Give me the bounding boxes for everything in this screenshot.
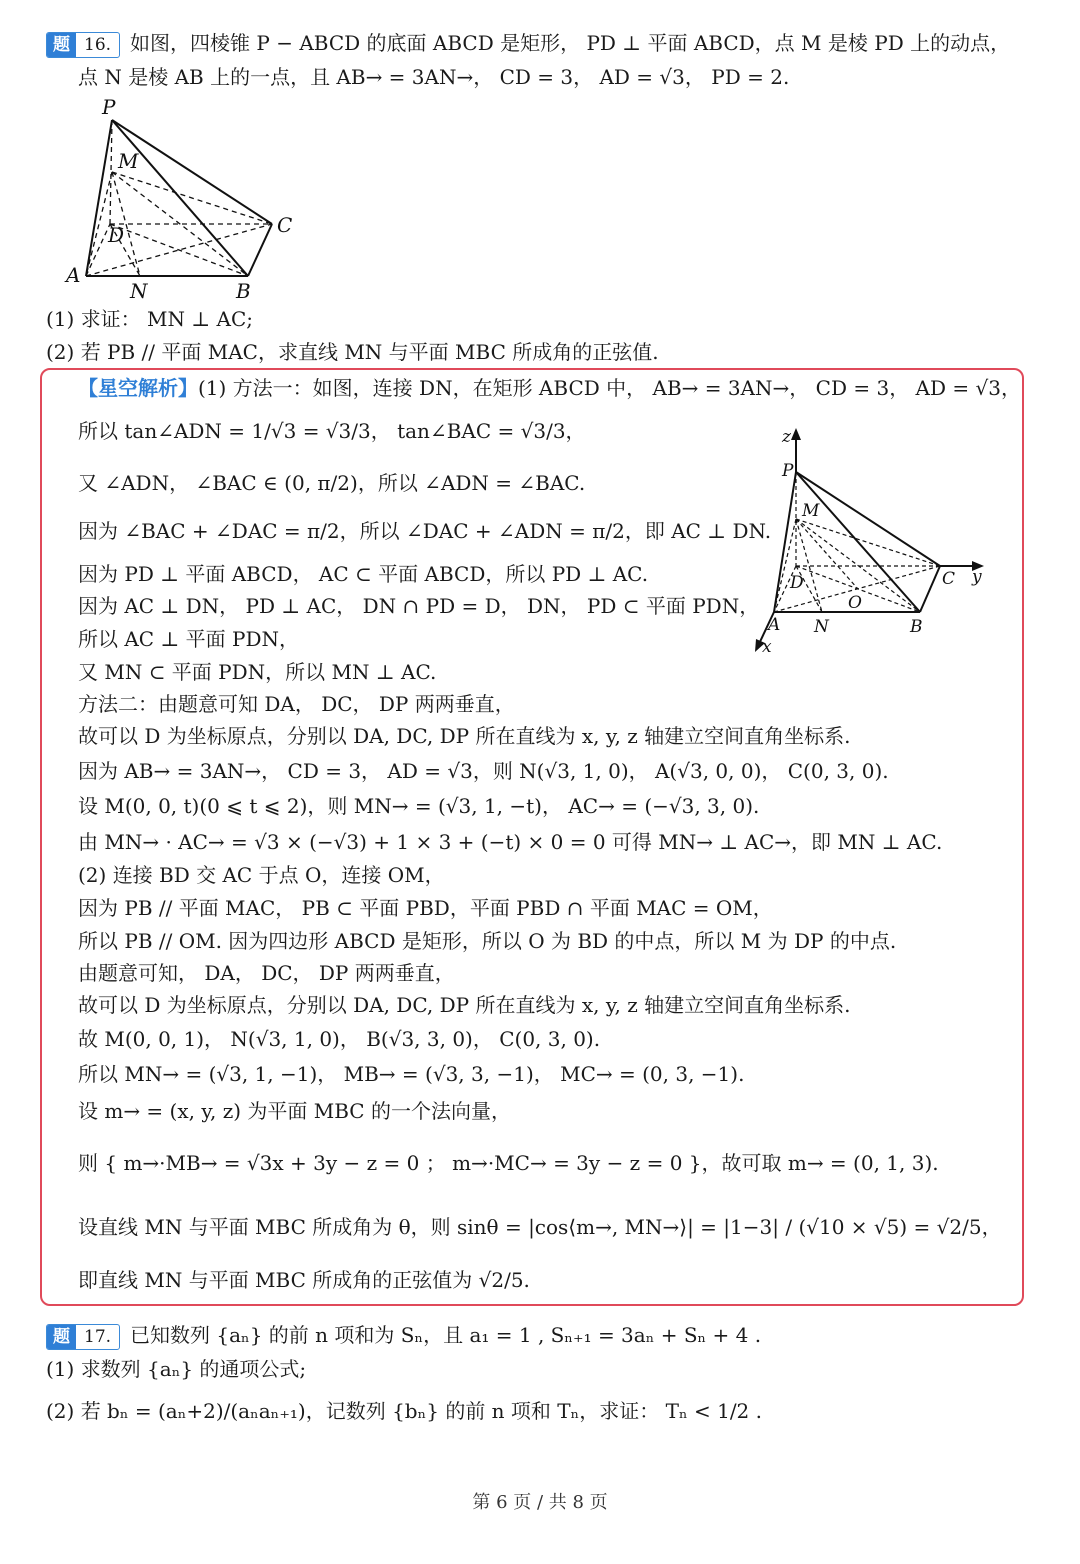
problem-16-q2: (2) 若 PB // 平面 MAC，求直线 MN 与平面 MBC 所成角的正弦值. bbox=[46, 340, 659, 364]
problem-17-q2: (2) 若 bₙ = (aₙ+2)/(aₙaₙ₊₁)，记数列 {bₙ} 的前 n 项和 Tₙ，求证： Tₙ < 1/2 . bbox=[46, 1399, 762, 1423]
fig1-label-m: M bbox=[118, 149, 139, 173]
solution-line-1: 【星空解析】(1) 方法一：如图，连接 DN，在矩形 ABCD 中， AB→ = 3AN→， CD = 3， AD = √3， bbox=[78, 376, 1021, 400]
fig2-label-b: B bbox=[910, 617, 923, 637]
fig1-label-n: N bbox=[130, 279, 148, 303]
fig2-label-m: M bbox=[802, 501, 820, 521]
solution-line-23: 设直线 MN 与平面 MBC 所成角为 θ，则 sinθ = |cos⟨m→, MN→⟩| = |1−3| / (√10 × √5) = √2/5， bbox=[78, 1215, 1002, 1239]
fig1-label-b: B bbox=[236, 279, 251, 303]
fig2-label-a: A bbox=[768, 615, 781, 635]
pyramid-figure bbox=[60, 96, 310, 304]
problem-17-text-1: 已知数列 {aₙ} 的前 n 项和为 Sₙ，且 a₁ = 1 , Sₙ₊₁ = 3aₙ + Sₙ + 4 . bbox=[130, 1323, 762, 1347]
solution-line-10: 故可以 D 为坐标原点，分别以 DA, DC, DP 所在直线为 x, y, z 轴建立空间直角坐标系. bbox=[78, 724, 851, 748]
solution-line-15: 因为 PB // 平面 MAC， PB ⊂ 平面 PBD，平面 PBD ∩ 平面 MAC = OM， bbox=[78, 896, 773, 920]
problem-17-q1: (1) 求数列 {aₙ} 的通项公式; bbox=[46, 1357, 307, 1381]
solution-tag: 【星空解析】 bbox=[78, 376, 198, 400]
problem-16-text-1: 如图，四棱锥 P − ABCD 的底面 ABCD 是矩形， PD ⊥ 平面 ABCD，点 M 是棱 PD 上的动点， bbox=[130, 31, 1011, 55]
fig2-label-z: z bbox=[782, 428, 791, 447]
fig2-label-x: x bbox=[762, 637, 772, 657]
fig2-label-y: y bbox=[972, 567, 982, 587]
solution-line-12: 设 M(0, 0, t)(0 ⩽ t ⩽ 2)，则 MN→ = (√3, 1, −t)， AC→ = (−√3, 3, 0). bbox=[78, 794, 760, 818]
solution-line-21: 设 m→ = (x, y, z) 为平面 MBC 的一个法向量， bbox=[78, 1099, 511, 1123]
solution-line-4: 因为 ∠BAC + ∠DAC = π/2，所以 ∠DAC + ∠ADN = π/2，即 AC ⊥ DN. bbox=[78, 519, 772, 543]
problem-16-badge: 题 16. bbox=[46, 32, 120, 58]
solution-line-22: 则 { m→·MB→ = √3x + 3y − z = 0 ； m→·MC→ = 3y − z = 0 }，故可取 m→ = (0, 1, 3). bbox=[78, 1151, 939, 1175]
problem-17-badge: 题 17. bbox=[46, 1324, 120, 1350]
fig1-label-a: A bbox=[66, 263, 81, 287]
problem-16-line-1 bbox=[46, 28, 1010, 58]
problem-17-line-1 bbox=[46, 1320, 761, 1350]
fig1-label-d: D bbox=[108, 223, 125, 247]
fig2-label-o: O bbox=[848, 593, 862, 613]
fig2-label-d: D bbox=[790, 573, 804, 593]
solution-line-5: 因为 PD ⊥ 平面 ABCD， AC ⊂ 平面 ABCD，所以 PD ⊥ AC. bbox=[78, 562, 649, 586]
fig2-label-p: P bbox=[782, 461, 794, 481]
solution-line-8: 又 MN ⊂ 平面 PDN，所以 MN ⊥ AC. bbox=[78, 660, 437, 684]
page-footer: 第 6 页 / 共 8 页 bbox=[472, 1492, 608, 1513]
solution-line-20: 所以 MN→ = (√3, 1, −1)， MB→ = (√3, 3, −1)， MC→ = (0, 3, −1). bbox=[78, 1062, 745, 1086]
coordinate-pyramid-figure bbox=[748, 428, 998, 658]
solution-line-17: 由题意可知， DA， DC， DP 两两垂直， bbox=[78, 961, 455, 985]
fig1-label-p: P bbox=[102, 96, 116, 119]
solution-line-6: 因为 AC ⊥ DN， PD ⊥ AC， DN ∩ PD = D， DN， PD ⊂ 平面 PDN， bbox=[78, 594, 760, 618]
problem-16-q1: (1) 求证： MN ⊥ AC; bbox=[46, 307, 254, 331]
solution-line-9: 方法二：由题意可知 DA， DC， DP 两两垂直， bbox=[78, 692, 515, 716]
fig1-label-c: C bbox=[277, 213, 293, 237]
fig2-label-n: N bbox=[814, 617, 829, 637]
solution-line-16: 所以 PB // OM. 因为四边形 ABCD 是矩形，所以 O 为 BD 的中点，所以 M 为 DP 的中点. bbox=[78, 929, 897, 953]
solution-line-7: 所以 AC ⊥ 平面 PDN， bbox=[78, 627, 299, 651]
solution-line-19: 故 M(0, 0, 1)， N(√3, 1, 0)， B(√3, 3, 0)， C(0, 3, 0). bbox=[78, 1027, 601, 1051]
solution-line-24: 即直线 MN 与平面 MBC 所成角的正弦值为 √2/5. bbox=[78, 1268, 530, 1292]
fig2-label-c: C bbox=[942, 569, 956, 589]
solution-line-14: (2) 连接 BD 交 AC 于点 O，连接 OM， bbox=[78, 863, 445, 887]
problem-16-line-2: 点 N 是棱 AB 上的一点，且 AB→ = 3AN→， CD = 3， AD = √3， PD = 2. bbox=[78, 65, 790, 89]
solution-line-3: 又 ∠ADN， ∠BAC ∈ (0, π/2)，所以 ∠ADN = ∠BAC. bbox=[78, 471, 586, 495]
solution-line-2: 所以 tan∠ADN = 1/√3 = √3/3， tan∠BAC = √3/3， bbox=[78, 419, 586, 443]
solution-line-13: 由 MN→ · AC→ = √3 × (−√3) + 1 × 3 + (−t) × 0 = 0 可得 MN→ ⊥ AC→，即 MN ⊥ AC. bbox=[78, 830, 943, 854]
solution-line-11: 因为 AB→ = 3AN→， CD = 3， AD = √3，则 N(√3, 1, 0)， A(√3, 0, 0)， C(0, 3, 0). bbox=[78, 759, 889, 783]
solution-line-18: 故可以 D 为坐标原点，分别以 DA, DC, DP 所在直线为 x, y, z 轴建立空间直角坐标系. bbox=[78, 993, 851, 1017]
